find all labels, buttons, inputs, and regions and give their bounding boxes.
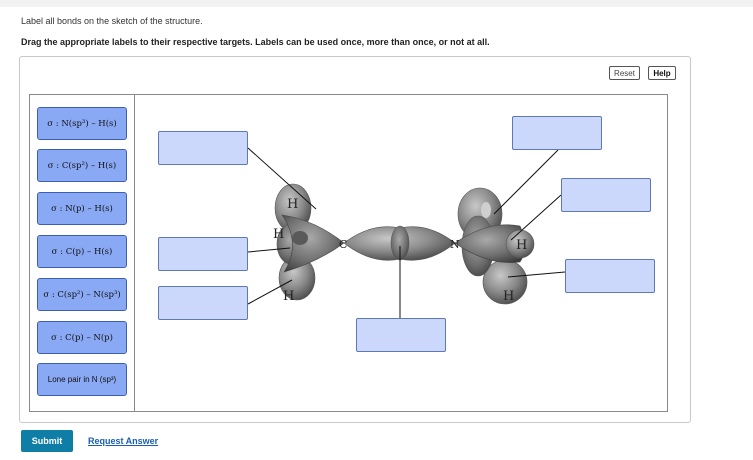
- reset-button[interactable]: Reset: [609, 66, 640, 80]
- drop-target-4[interactable]: [356, 318, 446, 352]
- submit-button[interactable]: Submit: [21, 430, 73, 452]
- drop-target-5[interactable]: [512, 116, 602, 150]
- label-c-p-h-s[interactable]: σ : C(p) – H(s): [37, 235, 127, 268]
- drop-target-1[interactable]: [158, 131, 248, 165]
- atom-h-mid-left: H: [273, 227, 285, 242]
- atom-c: C: [339, 238, 348, 251]
- label-n-sp3-h-s[interactable]: σ : N(sp³) – H(s): [37, 107, 127, 140]
- atom-h-bottom-right: H: [503, 289, 515, 304]
- label-n-p-h-s[interactable]: σ : N(p) – H(s): [37, 192, 127, 225]
- help-button[interactable]: Help: [648, 66, 676, 80]
- label-c-sp2-h-s[interactable]: σ : C(sp²) – H(s): [37, 149, 127, 182]
- drop-target-2[interactable]: [158, 237, 248, 271]
- drop-target-3[interactable]: [158, 286, 248, 320]
- atom-h-bottom-left: H: [283, 289, 295, 304]
- label-lone-pair-n-sp3[interactable]: Lone pair in N (sp³): [37, 363, 127, 396]
- carbon-orbitals: [275, 184, 344, 300]
- atom-n: N: [450, 238, 460, 251]
- label-c-sp2-n-sp3[interactable]: σ : C(sp²) – N(sp³): [37, 278, 127, 311]
- label-c-p-n-p[interactable]: σ : C(p) – N(p): [37, 321, 127, 354]
- request-answer-link[interactable]: Request Answer: [88, 436, 159, 446]
- drop-target-7[interactable]: [565, 259, 655, 293]
- atom-h-right: H: [516, 238, 528, 253]
- atom-h-top-left: H: [287, 197, 299, 212]
- instruction-text: Label all bonds on the sketch of the structure.: [21, 16, 203, 26]
- drag-instruction: Drag the appropriate labels to their respective targets. Labels can be used once, more than once, or not at all.: [21, 37, 490, 47]
- drop-target-6[interactable]: [561, 178, 651, 212]
